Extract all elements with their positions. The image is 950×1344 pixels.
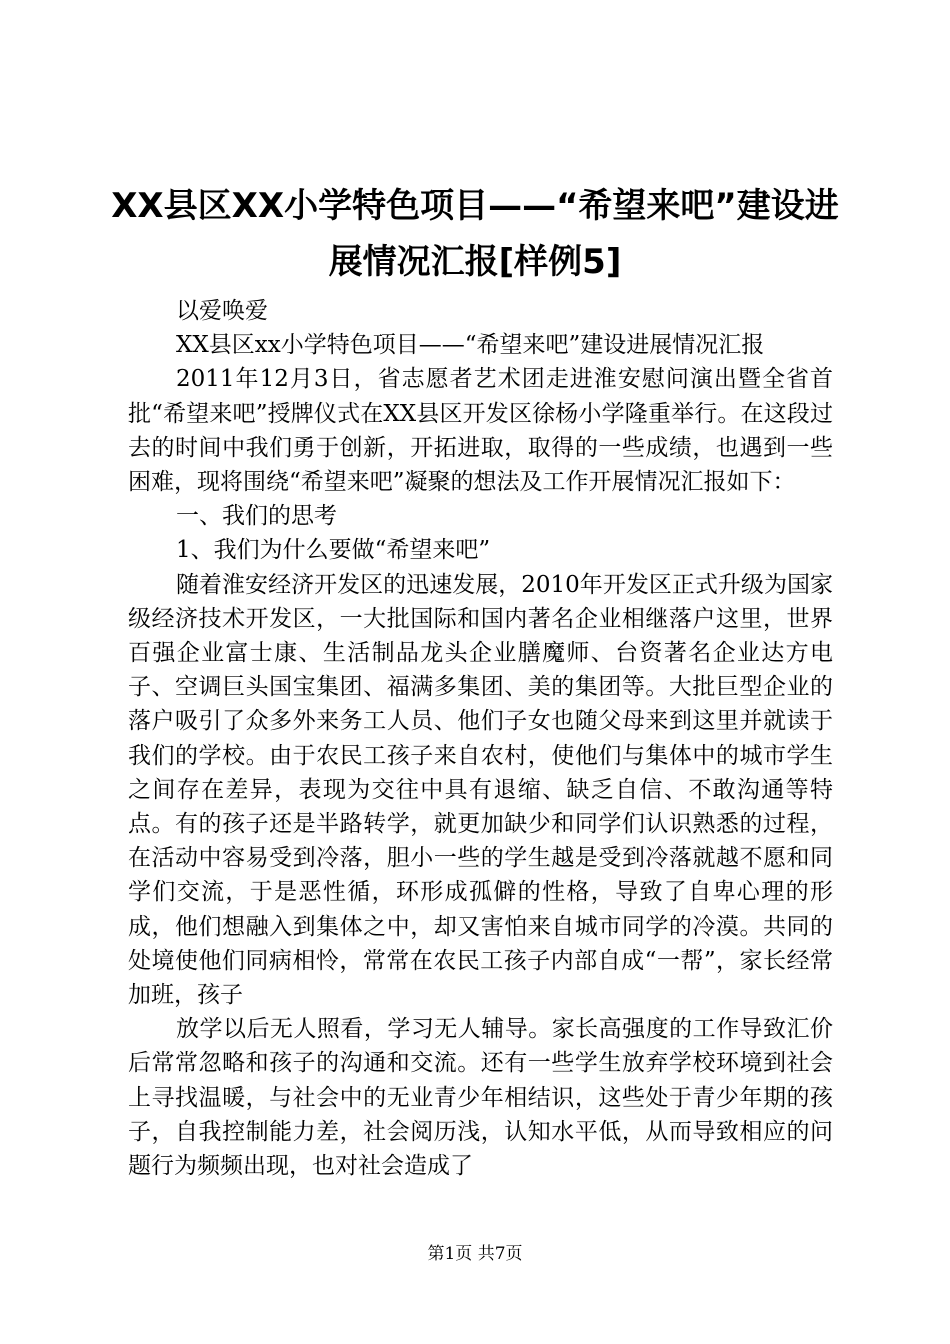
section-heading-1: 一、我们的思考 — [176, 503, 337, 530]
document-title: XX县区XX小学特色项目——“希望来吧”建设进展情况汇报[样例5] — [111, 186, 839, 282]
paragraph-subtitle: 以爱唤爱 — [176, 298, 268, 324]
paragraph-intro: 2011年12月3日，省志愿者艺术团走进淮安慰问演出暨全省首批“希望来吧”授牌仪式在XX县区开发区徐杨小学隆重举行。在这段过去的时间中我们勇于创新，开拓进取，取得的一些成绩，也遇到一些困难，现将围绕“希望来吧”凝聚的想法及工作开展情况汇报如下： — [128, 366, 833, 496]
document-body — [128, 294, 833, 1183]
page-number-footer: 第1页 共7页 — [427, 1244, 523, 1264]
paragraph-continuation: 放学以后无人照看，学习无人辅导。家长高强度的工作导致汇价后常常忽略和孩子的沟通和交流。还有一些学生放弃学校环境到社会上寻找温暖，与社会中的无业青少年相结识，这些处于青少年期的孩子，自我控制能力差，社会阅历浅，认知水平低，从而导致相应的问题行为频频出现，也对社会造成了 — [128, 1016, 833, 1180]
paragraph-report-title: XX县区xx小学特色项目——“希望来吧”建设进展情况汇报 — [176, 332, 765, 359]
paragraph-background: 随着淮安经济开发区的迅速发展，2010年开发区正式升级为国家级经济技术开发区，一大批国际和国内著名企业相继落户这里，世界百强企业富士康、生活制品龙头企业膳魔师、台资著名企业达方电子、空调巨头国宝集团、福满多集团、美的集团等。大批巨型企业的落户吸引了众多外来务工人员、他们子女也随父母来到这里并就读于我们的学校。由于农民工孩子来自农村，使他们与集体中的城市学生之间存在差异，表现为交往中具有退缩、缺乏自信、不敢沟通等特点。有的孩子还是半路转学，就更加缺少和同学们认识熟悉的过程，在活动中容易受到冷落，胆小一些的学生越是受到冷落就越不愿和同学们交流，于是恶性循，环形成孤僻的性格，导致了自卑心理的形成，他们想融入到集体之中，却又害怕来自城市同学的冷漠。共同的处境使他们同病相怜，常常在农民工孩子内部自成“一帮”，家长经常加班，孩子 — [128, 571, 833, 1009]
subsection-heading-1: 1、我们为什么要做“希望来吧” — [176, 537, 491, 564]
